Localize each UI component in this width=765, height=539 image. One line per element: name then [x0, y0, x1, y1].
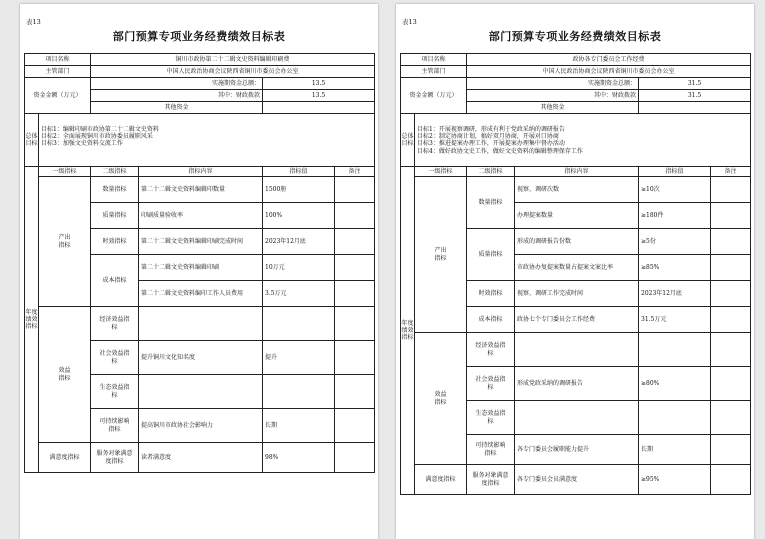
fund-fiscal: 31.5: [639, 90, 751, 102]
fund-total: 31.5: [639, 78, 751, 90]
head-note: 备注: [335, 167, 375, 177]
effect-indicator-label: 效益指标: [39, 307, 91, 443]
head-value: 指标值: [639, 167, 711, 177]
fund-fiscal: 13.5: [263, 90, 375, 102]
satisfaction-indicator-label: 满意度指标: [415, 465, 467, 495]
page-title: 部门预算专项业务经费绩效目标表: [112, 30, 286, 43]
table-row: 成本指标 政协七个专门委员会工作经费 31.5万元: [401, 307, 751, 333]
table-row: 可持续影响指标 各专门委员会履职能力提升 长期: [401, 435, 751, 465]
table-row: 效益指标 经济效益指标: [25, 307, 375, 341]
goal-line: 目标2：制定协商计划，搞好双月协商，开展对口协商: [417, 133, 559, 141]
project-name-label: 项目名称: [25, 54, 91, 66]
table-row: 生态效益指标: [25, 375, 375, 409]
goals-label: 总体目标: [25, 114, 39, 167]
head-lvl2: 二级指标: [91, 167, 139, 177]
fund-other: [263, 102, 375, 114]
goals-cell: [39, 114, 375, 167]
table-row: 时效指标 视察、调研工作完成时间 2023年12月底: [401, 281, 751, 307]
year-indicator-label: 年度绩效指标: [401, 167, 415, 495]
table-row: 时效指标 第二十二辑文史资料编辑印刷完成时间 2023年12月底: [25, 229, 375, 255]
goal-line: 目标4：做好政协文史工作，做好文史资料的编辑整理保存工作: [417, 147, 583, 155]
dept-name: 中国人民政治协商会议陕西省铜川市委员会办公室: [91, 66, 375, 78]
goal-line: 目标1：开展视察调研，形成有利于党政采纳的调研报告: [417, 126, 565, 133]
table-row: 可持续影响指标 提高铜川市政协社会影响力 长期: [25, 409, 375, 443]
table-row: 质量指标 形成的调研报告份数 ≥5份: [401, 229, 751, 255]
goal-line: 目标3：加强文史资料交流工作: [41, 140, 123, 148]
head-lvl1: 一级指标: [39, 167, 91, 177]
goal-line: 目标3：推进提案办理工作，开展提案办理集中督办活动: [417, 140, 565, 148]
page-title: 部门预算专项业务经费绩效目标表: [488, 30, 662, 43]
fund-total: 13.5: [263, 78, 375, 90]
table-row: 社会效益指标 形成党政采纳的调研报告 ≥80%: [401, 367, 751, 401]
fund-total-label: 实施期资金总额：: [467, 78, 639, 90]
dept-label: 主管部门: [25, 66, 91, 78]
goal-line: 目标2：全面展现铜川市政协委员履职风采: [41, 133, 153, 141]
fund-label: 资金金额（万元）: [401, 78, 467, 114]
fund-label: 资金金额（万元）: [25, 78, 91, 114]
project-name-label: 项目名称: [401, 54, 467, 66]
head-content: 指标内容: [139, 167, 263, 177]
table-row: 满意度指标 服务对象满意度指标 各专门委员会员满意度 ≥95%: [401, 465, 751, 495]
table-row: 市政协办复提案数量占提案文案比率 ≥85%: [401, 255, 751, 281]
dept-label: 主管部门: [401, 66, 467, 78]
table-row: 成本指标 第二十二辑文史资料编辑印刷 10万元: [25, 255, 375, 281]
goal-line: 目标1：编辑印刷市政协第二十二辑文史资料: [41, 126, 159, 133]
head-note: 备注: [711, 167, 751, 177]
fund-total-label: 实施期资金总额：: [91, 78, 263, 90]
project-name: 铜川市政协第二十二辑文史资料编辑印刷费: [91, 54, 375, 66]
effect-indicator-label: 效益指标: [415, 333, 467, 465]
goals-cell: [415, 114, 751, 167]
fund-other-label: 其他资金: [467, 102, 639, 114]
head-content: 指标内容: [515, 167, 639, 177]
table-row: 产出指标 数量指标 第二十二辑文史资料编辑印数量 1500册: [25, 177, 375, 203]
fund-fiscal-label: 其中：财政拨款: [91, 90, 263, 102]
head-lvl1: 一级指标: [415, 167, 467, 177]
output-indicator-label: 产出指标: [415, 177, 467, 333]
table-row: 生态效益指标: [401, 401, 751, 435]
table-row: 社会效益指标 提升铜川文化知名度 提升: [25, 341, 375, 375]
table-row: 产出指标 数量指标 视察、调研次数 ≥10次: [401, 177, 751, 203]
goals-label: 总体目标: [401, 114, 415, 167]
table-number: 表13: [402, 18, 417, 26]
document-page-right: [396, 4, 754, 539]
satisfaction-indicator-label: 满意度指标: [39, 443, 91, 473]
table-row: 满意度指标 服务对象满意度指标 读者满意度 98%: [25, 443, 375, 473]
table-row: 效益指标 经济效益指标: [401, 333, 751, 367]
fund-fiscal-label: 其中：财政拨款: [467, 90, 639, 102]
performance-table: [400, 53, 751, 495]
table-number: 表13: [26, 18, 41, 26]
table-row: 质量指标 印刷质量验收率 100%: [25, 203, 375, 229]
table-row: 第二十二辑文史资料编印工作人员费用 3.5万元: [25, 281, 375, 307]
output-indicator-label: 产出指标: [39, 177, 91, 307]
table-row: 办理提案数量 ≥180件: [401, 203, 751, 229]
year-indicator-label: 年度绩效指标: [25, 167, 39, 473]
project-name: 政协各专门委员会工作经费: [467, 54, 751, 66]
performance-table: [24, 53, 375, 473]
head-lvl2: 二级指标: [467, 167, 515, 177]
dept-name: 中国人民政治协商会议陕西省铜川市委员会办公室: [467, 66, 751, 78]
document-page-left: [20, 4, 378, 539]
head-value: 指标值: [263, 167, 335, 177]
fund-other-label: 其他资金: [91, 102, 263, 114]
fund-other: [639, 102, 751, 114]
